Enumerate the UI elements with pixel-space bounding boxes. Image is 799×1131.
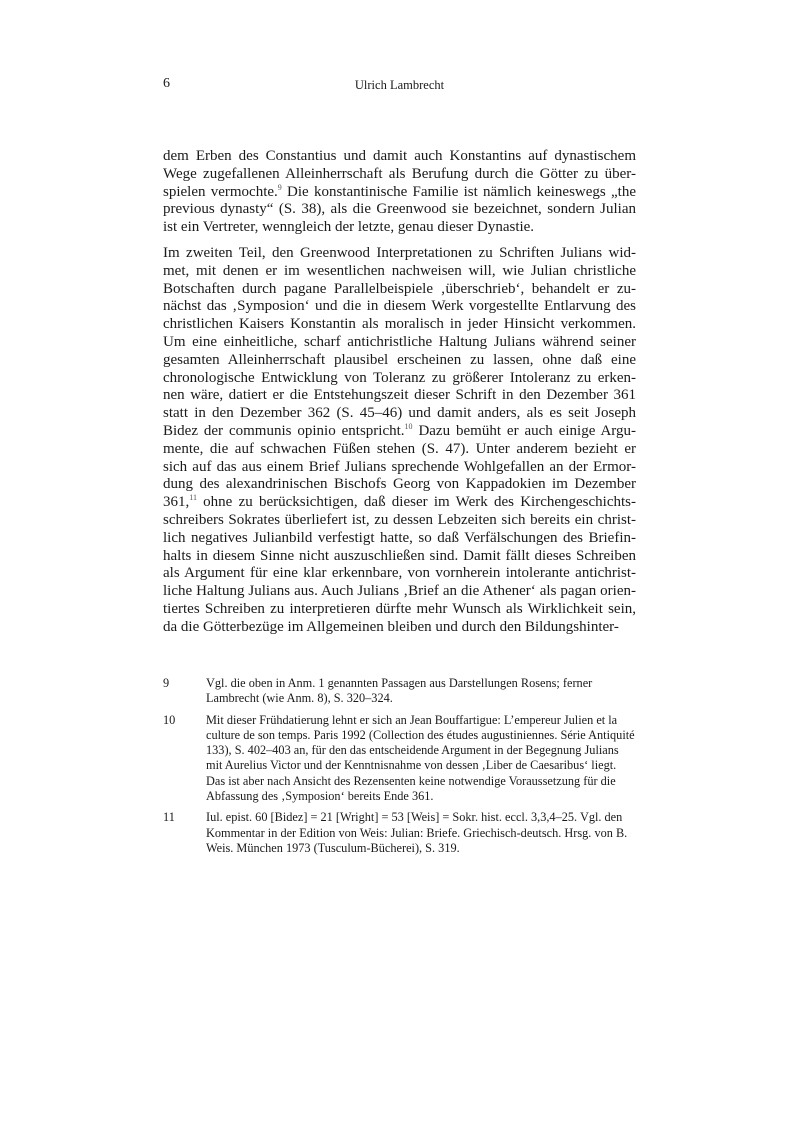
- text-line: [163, 619, 636, 637]
- text-line: [163, 423, 636, 441]
- text-line: [163, 530, 636, 548]
- footnote: [163, 810, 636, 856]
- line-text: christlichen Kaisers Konstantin als moralisch in jeder Hinsicht verkommen.: [163, 316, 636, 333]
- page-number: 6: [163, 76, 170, 91]
- text-line: [163, 512, 636, 530]
- line-text: gesamten Alleinherrschaft plausibel erscheinen zu lassen, ohne daß eine: [163, 351, 636, 368]
- text-line: [163, 298, 636, 316]
- text-line: [163, 316, 636, 334]
- footnotes: [163, 676, 636, 862]
- text-line: [163, 583, 636, 601]
- line-text: nächst das ‚Symposion‘ und die in diesem Werk vorgestellte Entlarvung des: [163, 298, 636, 315]
- line-text: sich auf das aus einem Brief Julians sprechende Wohlgefallen an der Ermor-: [163, 458, 636, 475]
- footnote-text: Iul. epist. 60 [Bidez] = 21 [Wright] = 53 [Weis] = Sokr. hist. eccl. 3,3,4–25. Vgl. den Kommentar in der Edition von Weis: Julian: Briefe. Griechisch-deutsch. Hrsg. von B. Weis. München 1973 (Tusculum-Bücherei), S. 319.: [206, 810, 628, 855]
- text-line: [163, 281, 636, 299]
- line-text: da die Götterbezüge im Allgemeinen bleiben und durch den Bildungshinter-: [163, 618, 619, 635]
- line-text: schreibers Sokrates überliefert ist, zu dessen Lebzeiten sich bereits ein christ-: [163, 511, 636, 528]
- body-text: [163, 148, 636, 637]
- line-text: halts in diesem Sinne nicht auszuschließen sind. Damit fällt dieses Schreiben: [163, 547, 636, 564]
- line-text: Dazu bemüht er auch einige Argu-: [412, 422, 636, 439]
- footnote-number: 9: [163, 676, 170, 690]
- line-text: als Argument für eine klar erkennbare, von vornherein intolerante antichrist-: [163, 565, 636, 582]
- text-line: [163, 459, 636, 477]
- line-text: Botschaften durch pagane Parallelbeispiele ‚überschrieb‘, behandelt er zu-: [163, 280, 636, 297]
- line-text: Bidez der communis opinio entspricht.: [163, 422, 405, 439]
- text-line: [163, 201, 636, 219]
- footnote: [163, 713, 636, 805]
- text-line: [163, 263, 636, 281]
- text-line: [163, 166, 636, 184]
- text-line: [163, 245, 636, 263]
- text-line: [163, 565, 636, 583]
- footnote-text: Mit dieser Frühdatierung lehnt er sich an Jean Bouffartigue: L’empereur Julien et la culture de son temps. Paris 1992 (Collection des études augustiniennes. Série Antiquité 133), S. 402–403 an, für den das entscheidende Argument in der Begegnung Julians mit Aurelius Victor und der Kenntnisnahme von dessen ‚Liber de Caesaribus‘ liegt. Das ist aber nach Ansicht des Rezensenten keine notwendige Voraussetzung für die Abfassung des ‚Symposion‘ bereits Ende 361.: [206, 712, 635, 804]
- line-text: statt in den Dezember 362 (S. 45–46) und damit anders, als es seit Joseph: [163, 405, 636, 422]
- paragraph: [163, 245, 636, 637]
- line-text: Wege zugefallenen Alleinherrschaft als Berufung durch die Götter zu über-: [163, 165, 636, 182]
- text-line: [163, 441, 636, 459]
- line-text: met, mit denen er im wesentlichen nachweisen will, wie Julian christliche: [163, 262, 636, 279]
- text-line: [163, 352, 636, 370]
- line-text: tiertes Schreiben zu interpretieren dürfte mehr Wunsch als Wirklichkeit sein,: [163, 600, 636, 617]
- line-text: liche Haltung Julians aus. Auch Julians ‚Brief an die Athener‘ als pagan orien-: [163, 583, 636, 600]
- footnote-ref: 11: [189, 493, 197, 503]
- paragraph: [163, 148, 636, 237]
- text-line: [163, 387, 636, 405]
- line-text: chronologische Entwicklung von Toleranz zu größerer Intoleranz zu erken-: [163, 369, 636, 386]
- line-text: 361,: [163, 494, 190, 511]
- line-text: mente, die auf schwachen Füßen stehen (S. 47). Unter anderem bezieht er: [163, 440, 636, 457]
- text-line: [163, 184, 636, 202]
- footnote-number: 10: [163, 712, 176, 727]
- text-line: [163, 476, 636, 494]
- text-line: [163, 548, 636, 566]
- text-line: [163, 219, 636, 237]
- text-line: [163, 334, 636, 352]
- footnote-ref: 10: [404, 421, 413, 431]
- text-line: [163, 148, 636, 166]
- line-text: Im zweiten Teil, den Greenwood Interpretationen zu Schriften Julians wid-: [163, 244, 636, 261]
- text-line: [163, 494, 636, 512]
- line-text: dem Erben des Constantius und damit auch Konstantins auf dynastischem: [163, 148, 636, 164]
- text-line: [163, 370, 636, 388]
- line-text: Die konstantinische Familie ist nämlich keineswegs „the: [281, 183, 636, 200]
- footnote: [163, 676, 636, 707]
- text-line: [163, 405, 636, 423]
- footnote-text: Vgl. die oben in Anm. 1 genannten Passagen aus Darstellungen Rosens; ferner Lambrecht (wie Anm. 8), S. 320–324.: [206, 676, 593, 706]
- line-text: lich negatives Julianbild verfestigt hatte, so daß Verfälschungen des Briefin-: [163, 529, 636, 546]
- line-text: spielen vermochte.: [163, 183, 278, 200]
- line-text: dung des alexandrinischen Bischofs Georg von Kappadokien im Dezember: [163, 476, 636, 493]
- line-text: ohne zu berücksichtigen, daß dieser im Werk des Kirchengeschichts-: [196, 494, 636, 511]
- line-text: ist ein Vertreter, wenngleich der letzte, genau dieser Dynastie.: [163, 219, 535, 236]
- line-text: Um eine einheitliche, scharf antichristliche Haltung Julians während seiner: [163, 333, 636, 350]
- footnote-number: 11: [163, 810, 175, 825]
- running-head: Ulrich Lambrecht: [354, 78, 445, 92]
- line-text: previous dynasty“ (S. 38), als die Greenwood sie bezeichnet, sondern Julian: [163, 201, 636, 218]
- text-line: [163, 601, 636, 619]
- line-text: nen wäre, datiert er die Entstehungszeit dieser Schrift in den Dezember 361: [163, 387, 636, 404]
- footnote-ref: 9: [277, 182, 282, 192]
